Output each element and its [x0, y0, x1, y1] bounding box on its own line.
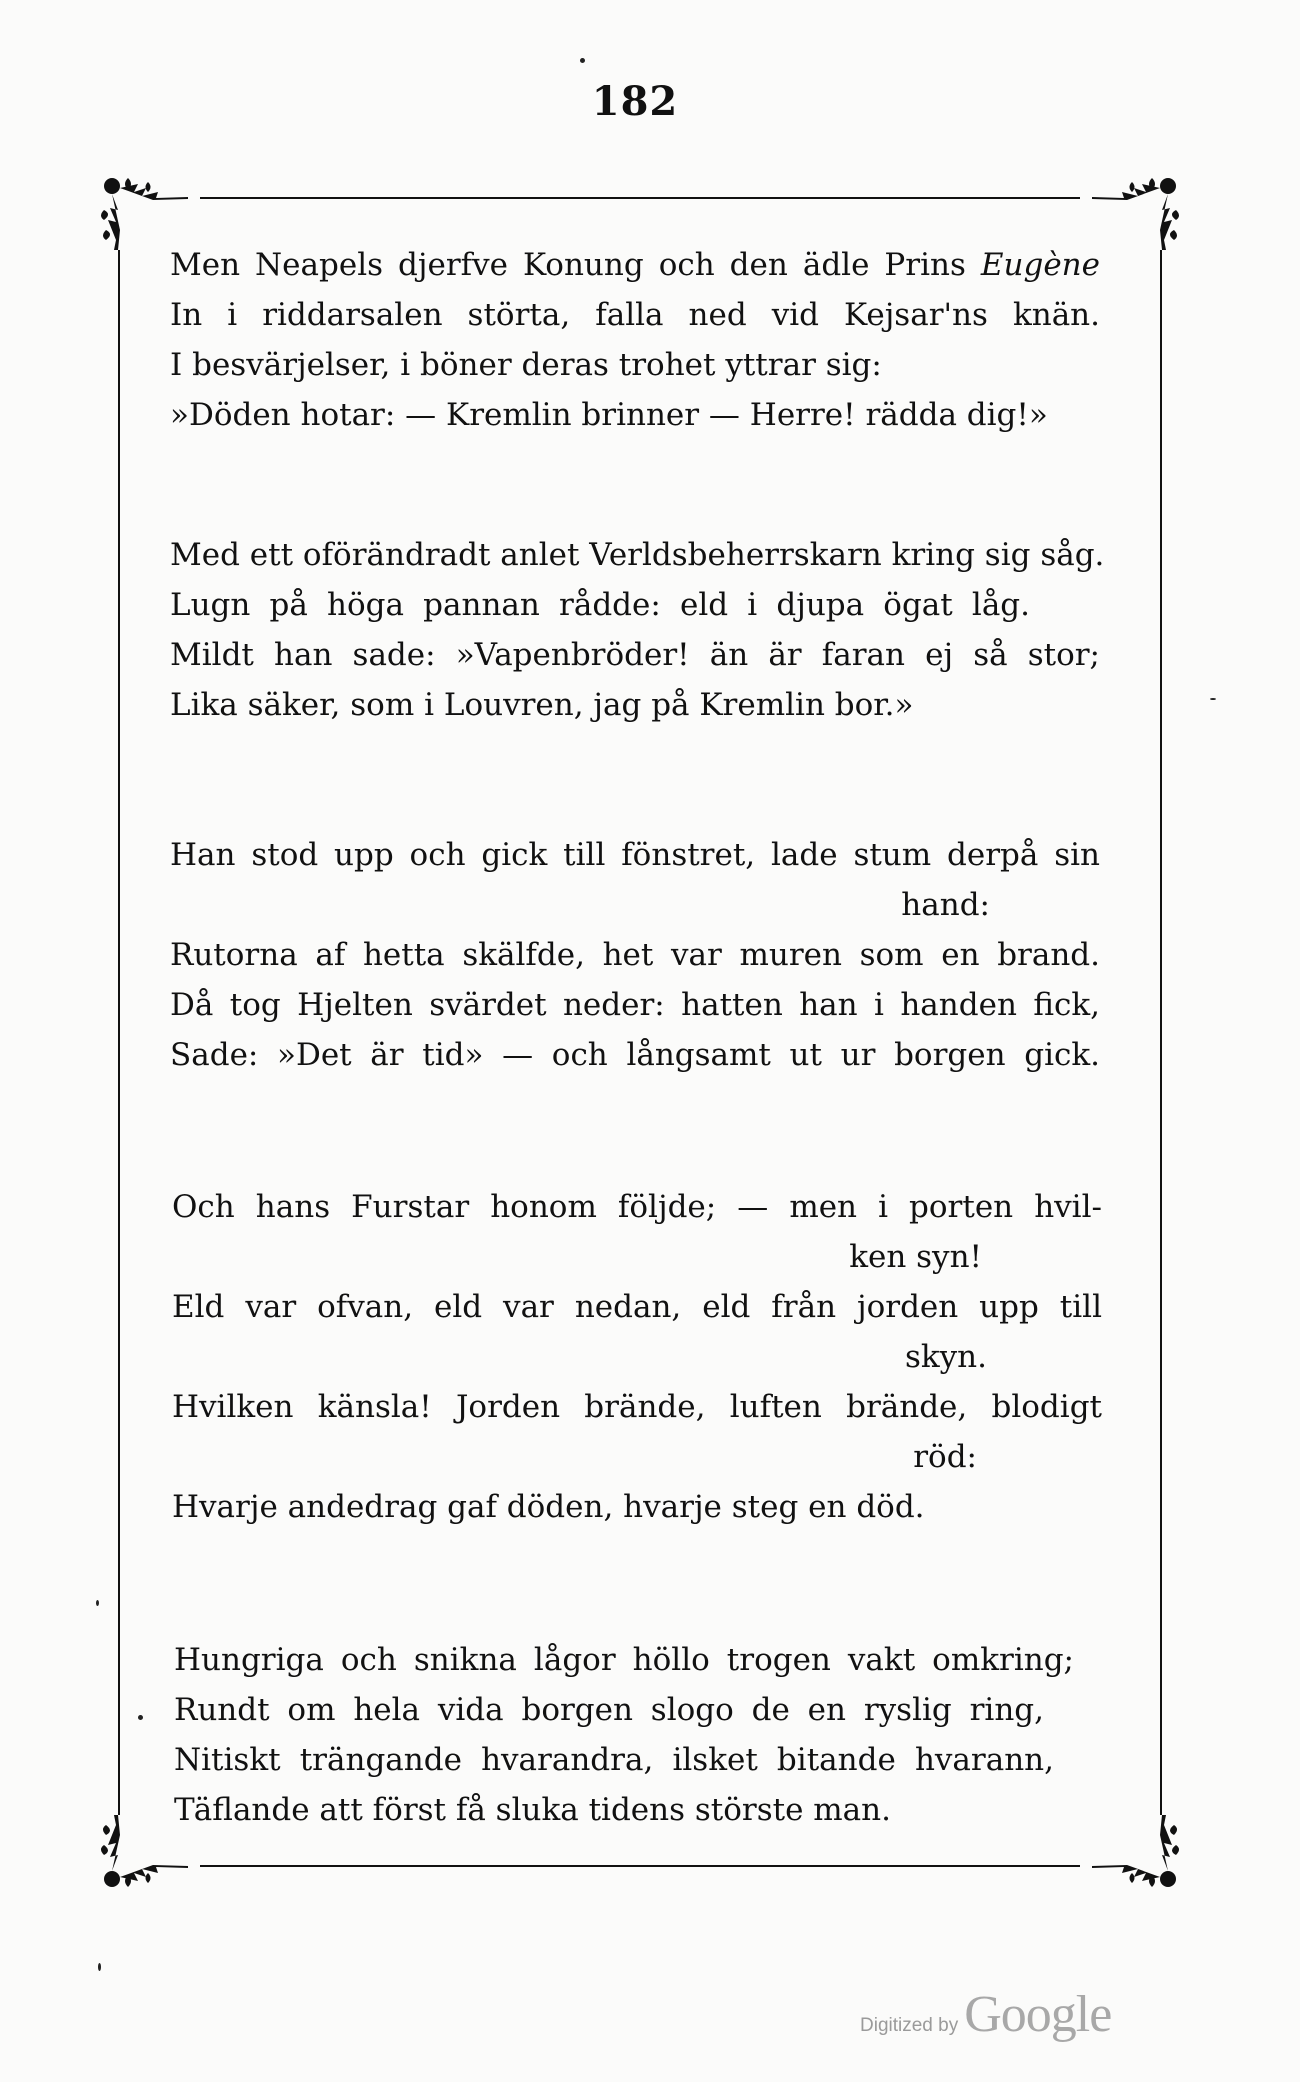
stanza [170, 830, 1100, 1080]
verse-line: Han stod upp och gick till fönstret, lade stum derpå sin [170, 837, 1100, 873]
verse-line: Hvilken känsla! Jorden brände, luften brände, blodigt [172, 1389, 1102, 1425]
verse-line-continuation: skyn. [904, 1339, 987, 1375]
verse-line: Lika säker, som i Louvren, jag på Kremlin bor.» [170, 687, 914, 723]
verse-line: I besvärjelser, i böner deras trohet yttrar sig: [170, 347, 882, 383]
verse-line: Hvarje andedrag gaf döden, hvarje steg en död. [172, 1489, 925, 1525]
frame-top-rule [200, 197, 1080, 199]
verse-line-continuation: ken syn! [849, 1239, 982, 1275]
verse-line: Hungriga och snikna lågor höllo trogen vakt omkring; [174, 1642, 1074, 1678]
verse-line-continuation: hand: [901, 887, 990, 923]
stanza [170, 530, 1105, 730]
scan-speck [98, 1963, 101, 1971]
google-logo: Google [964, 1986, 1112, 2043]
watermark-prefix: Digitized by [860, 2015, 959, 2036]
frame-right-rule [1160, 250, 1162, 1815]
verse-line: Sade: »Det är tid» — och långsamt ut ur borgen gick. [170, 1037, 1100, 1073]
verse-line: Rundt om hela vida borgen slogo de en ryslig ring, [174, 1692, 1044, 1728]
verse-line: In i riddarsalen störta, falla ned vid Kejsar'ns knän. [170, 297, 1100, 333]
verse-line: Och hans Furstar honom följde; — men i porten hvil- [172, 1189, 1102, 1225]
verse-line [170, 240, 1100, 290]
scan-speck [96, 1600, 99, 1606]
stanza [172, 1182, 1102, 1532]
stanza [170, 240, 1100, 440]
frame-left-rule [118, 250, 120, 1815]
verse-line: Lugn på höga pannan rådde: eld i djupa ögat låg. [170, 587, 1030, 623]
verse-line: Täflande att först få sluka tidens störste man. [174, 1792, 891, 1828]
digitized-by-watermark [860, 1985, 1111, 2044]
verse-line: Med ett oförändradt anlet Verldsbeherrskarn kring sig såg. [170, 537, 1105, 573]
verse-line: Mildt han sade: »Vapenbröder! än är faran ej så stor; [170, 637, 1100, 673]
page-number: 182 [591, 78, 679, 125]
verse-line: Nitiskt trängande hvarandra, ilsket bitande hvarann, [174, 1742, 1054, 1778]
scan-speck [1210, 698, 1216, 700]
scan-speck [580, 58, 585, 63]
verse-line: Eld var ofvan, eld var nedan, eld från jorden upp till [172, 1289, 1102, 1325]
verse-line: Då tog Hjelten svärdet neder: hatten han i handen fick, [170, 987, 1100, 1023]
verse-italic-name: Eugène [980, 247, 1100, 283]
verse-text: Men Neapels djerfve Konung och den ädle Prins [170, 247, 981, 283]
stanza [174, 1635, 1104, 1835]
scan-speck [138, 1715, 143, 1720]
frame-bottom-rule [200, 1865, 1080, 1867]
verse-line-continuation: röd: [913, 1439, 977, 1475]
verse-line: Rutorna af hetta skälfde, het var muren som en brand. [170, 937, 1100, 973]
verse-line: »Döden hotar: — Kremlin brinner — Herre! rädda dig!» [170, 397, 1048, 433]
